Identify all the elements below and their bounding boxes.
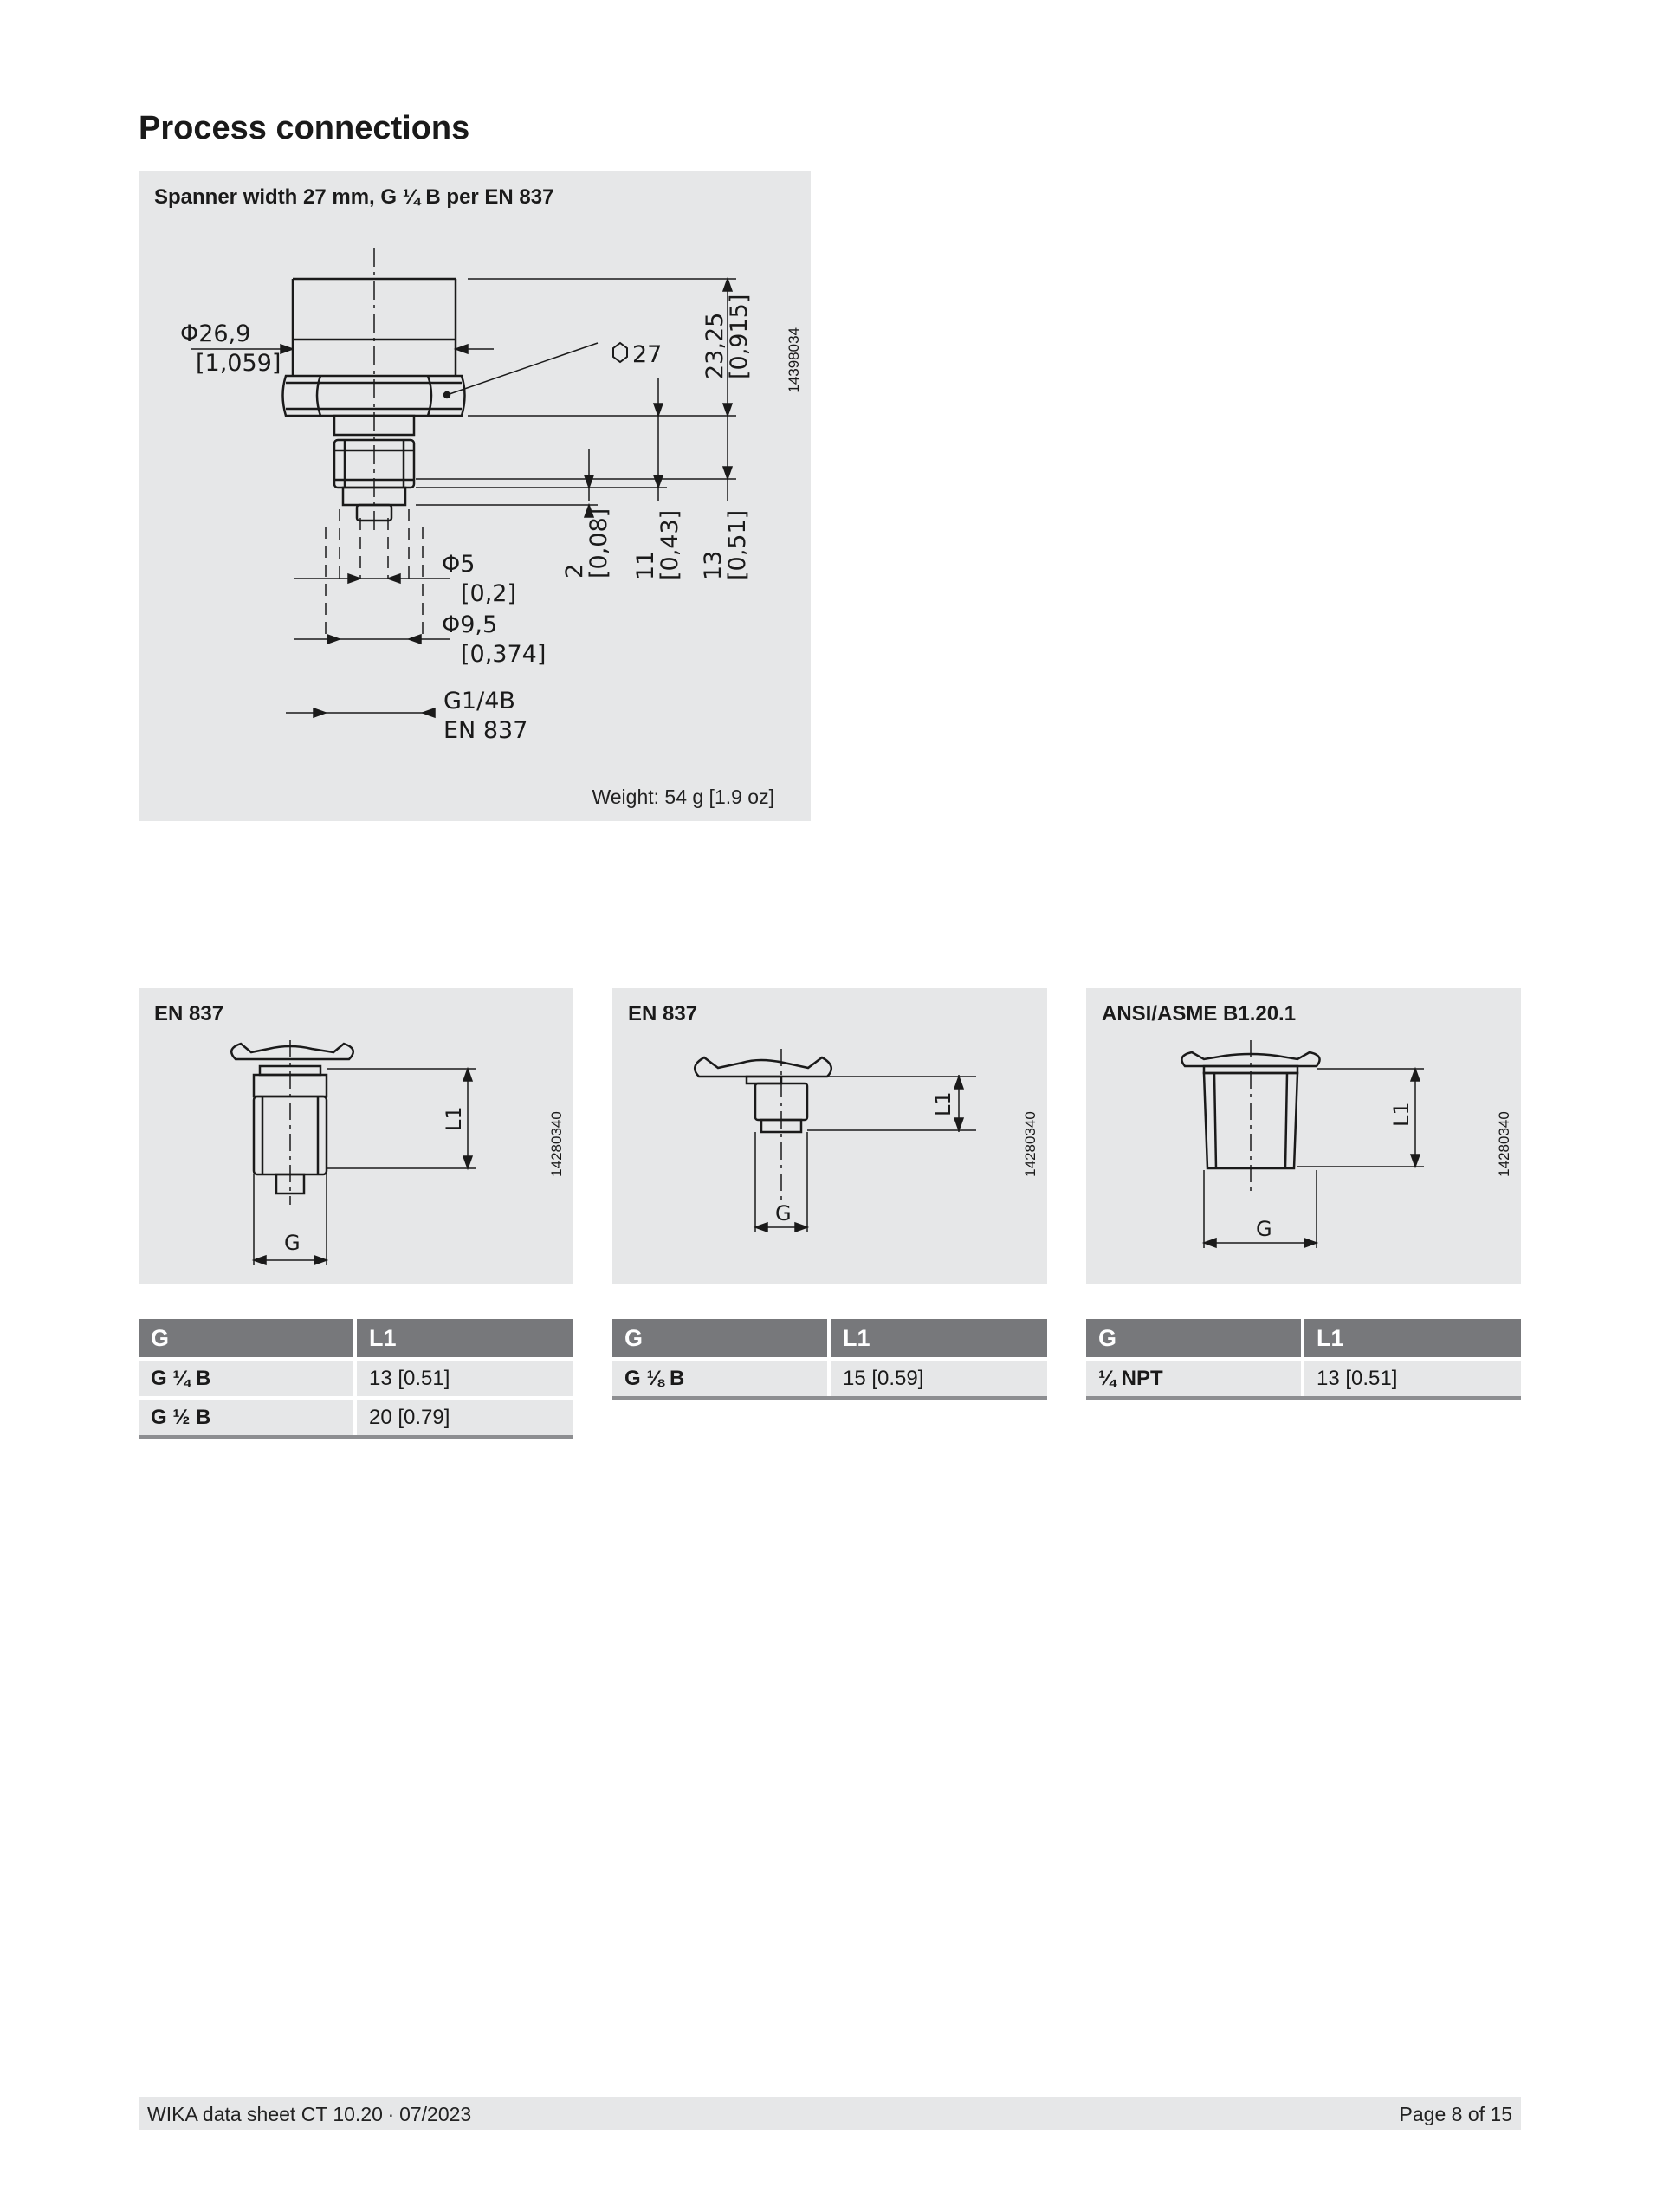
cell-l1: 15 [0.59]	[829, 1359, 1047, 1398]
dim-height-2-in: [0,08]	[586, 508, 612, 579]
dim-height-total: 23,25	[702, 312, 728, 379]
footer-page-number: Page 8 of 15	[1399, 2103, 1512, 2125]
small-drawing-panel-3	[1086, 988, 1521, 1284]
dimension-table-2	[612, 1319, 1047, 1400]
dim-body-diameter-in: [1,059]	[196, 350, 281, 377]
dim-height-2: 2	[561, 563, 588, 579]
table-header-g: G	[139, 1319, 355, 1359]
cell-l1: 20 [0.79]	[355, 1398, 573, 1437]
dimension-table-1	[139, 1319, 573, 1439]
small-drawing-title: EN 837	[628, 1002, 698, 1025]
table-row	[1086, 1359, 1521, 1398]
drawing-number: 14280340	[1022, 1111, 1039, 1177]
dim-diameter-5: Φ5	[442, 551, 476, 578]
table-row	[139, 1398, 573, 1437]
dim-height-11: 11	[632, 550, 659, 580]
table-header-l1: L1	[355, 1319, 573, 1359]
connection-drawing-2	[612, 988, 1047, 1284]
main-drawing-title: Spanner width 27 mm, G ¼ B per EN 837	[154, 185, 554, 209]
dim-height-13: 13	[700, 550, 727, 580]
dim-diameter-95-in: [0,374]	[461, 641, 547, 668]
label-g: G	[284, 1231, 301, 1255]
hex-symbol-icon	[613, 343, 627, 362]
small-drawing-title: ANSI/ASME B1.20.1	[1102, 1002, 1297, 1025]
drawing-number: 14280340	[1496, 1111, 1512, 1177]
connection-drawing-1	[139, 988, 573, 1284]
dim-height-11-in: [0,43]	[657, 509, 683, 580]
label-l1: L1	[442, 1106, 466, 1131]
dim-height-13-in: [0,51]	[724, 509, 751, 580]
drawing-wing	[231, 1044, 353, 1059]
table-header-g: G	[612, 1319, 829, 1359]
dim-body-diameter: Φ26,9	[180, 320, 251, 347]
main-drawing-panel	[139, 171, 811, 821]
cell-l1: 13 [0.51]	[1303, 1359, 1521, 1398]
dim-spanner-width: 27	[632, 341, 663, 368]
process-connection-drawing	[139, 171, 811, 821]
dim-diameter-5-in: [0,2]	[461, 580, 517, 607]
small-drawing-panel-2	[612, 988, 1047, 1284]
small-drawing-panel-1	[139, 988, 573, 1284]
dim-height-total-in: [0,915]	[726, 294, 753, 379]
dim-diameter-95: Φ9,5	[442, 611, 498, 638]
small-drawing-title: EN 837	[154, 1002, 224, 1025]
cell-l1: 13 [0.51]	[355, 1359, 573, 1398]
dimension-table-3	[1086, 1319, 1521, 1400]
label-l1: L1	[931, 1091, 955, 1116]
drawing-wing	[695, 1057, 832, 1077]
table-row	[612, 1359, 1047, 1398]
cell-g: G ⅛ B	[612, 1359, 829, 1398]
cell-g: G ¼ B	[139, 1359, 355, 1398]
label-l1: L1	[1389, 1102, 1414, 1127]
cell-g: ¼ NPT	[1086, 1359, 1303, 1398]
footer-doc-info: WIKA data sheet CT 10.20 ∙ 07/2023	[147, 2103, 472, 2125]
dim-standard: EN 837	[443, 717, 528, 744]
label-g: G	[775, 1201, 792, 1226]
cell-g: G ½ B	[139, 1398, 355, 1437]
label-g: G	[1256, 1217, 1272, 1241]
drawing-number: 14398034	[786, 327, 802, 393]
table-header-l1: L1	[829, 1319, 1047, 1359]
weight-label: Weight: 54 g [1.9 oz]	[592, 786, 774, 808]
table-header-g: G	[1086, 1319, 1303, 1359]
page-title: Process connections	[139, 110, 470, 146]
page-footer	[139, 2097, 1521, 2130]
drawing-number: 14280340	[548, 1111, 565, 1177]
dim-thread: G1/4B	[443, 688, 515, 715]
table-row	[139, 1359, 573, 1398]
table-header-l1: L1	[1303, 1319, 1521, 1359]
connection-drawing-3	[1086, 988, 1521, 1284]
